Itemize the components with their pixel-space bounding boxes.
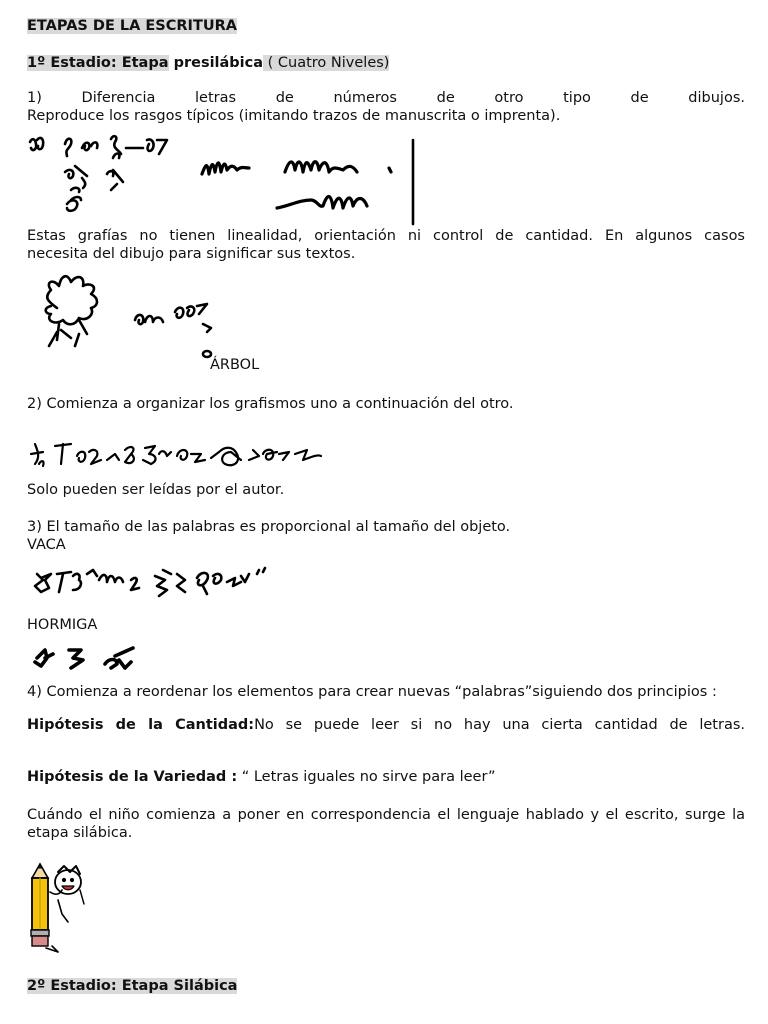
tree-drawing-illustration: [27, 268, 227, 368]
stage1-heading: 1º Estadio: Etapa presilábica ( Cuatro Niveles): [27, 55, 390, 71]
document-title: ETAPAS DE LA ESCRITURA: [27, 18, 238, 34]
level1-desc-line1: Estas grafías no tienen linealidad, orientación ni control de cantidad. En algunos casos: [27, 228, 745, 244]
stage2-heading: 2º Estadio: Etapa Silábica: [27, 978, 238, 994]
syllabic-para-line1: Cuándo el niño comienza a poner en correspondencia el lenguaje hablado y el escrito, surge la: [27, 807, 745, 823]
level2-grafismos-illustration: [27, 430, 337, 480]
level1-line2: Reproduce los rasgos típicos (imitando trazos de manuscrita o imprenta).: [27, 108, 561, 124]
level3-text: 3) El tamaño de las palabras es proporcional al tamaño del objeto.: [27, 519, 511, 535]
pencil-character-icon: [24, 860, 94, 956]
level3-word-vaca: VACA: [27, 537, 66, 553]
hypothesis-variety: Hipótesis de la Variedad : “ Letras iguales no sirve para leer”: [27, 769, 496, 785]
hypothesis-quantity: Hipótesis de la Cantidad:No se puede leer si no hay una cierta cantidad de letras.: [27, 717, 745, 733]
level1-line1: 1) Diferencia letras de números de otro tipo de dibujos.: [27, 90, 745, 106]
level3-word-hormiga: HORMIGA: [27, 617, 98, 633]
level2-text: 2) Comienza a organizar los grafismos uno a continuación del otro.: [27, 396, 514, 412]
vaca-scribbles-illustration: [27, 560, 337, 610]
hormiga-scribbles-illustration: [27, 640, 157, 680]
level1-desc-line2: necesita del dibujo para significar sus textos.: [27, 246, 356, 262]
level4-text: 4) Comienza a reordenar los elementos para crear nuevas “palabras”siguiendo dos principios :: [27, 684, 717, 700]
syllabic-para-line2: etapa silábica.: [27, 825, 133, 841]
tree-label: ÁRBOL: [210, 357, 260, 373]
level2-note: Solo pueden ser leídas por el autor.: [27, 482, 285, 498]
level1-scribbles-illustration: [27, 130, 427, 230]
